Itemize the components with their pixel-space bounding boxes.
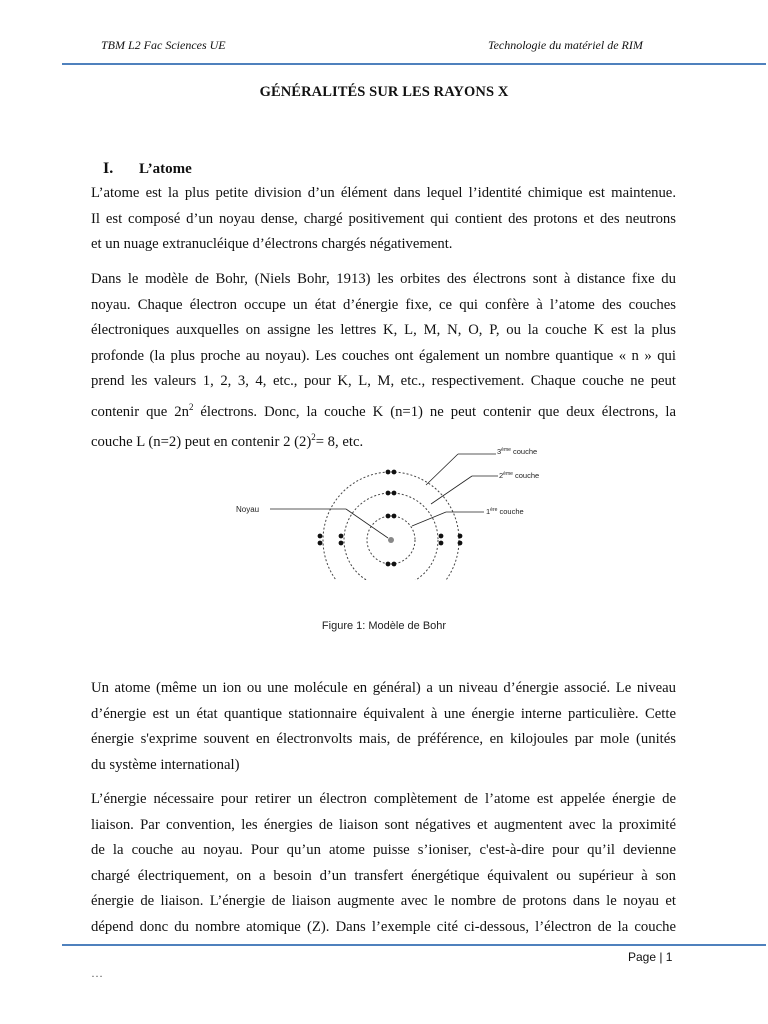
label-shell2-num: 2 bbox=[499, 471, 504, 480]
paragraph-3 bbox=[91, 676, 676, 778]
footer-ellipsis: … bbox=[91, 966, 103, 980]
paragraph-line: de la couche au noyau. Pour qu’un atome puisse s’ioniser, c'est-à-dire pour qu’il devienne bbox=[91, 842, 676, 858]
section-number: I. bbox=[103, 160, 114, 177]
paragraph-line: dépend donc du nombre atomique (Z). Dans l’exemple cité ci-dessous, l’électron de la couche bbox=[91, 918, 676, 935]
label-shell1-sup: ère bbox=[490, 507, 498, 513]
paragraph-1 bbox=[91, 181, 676, 258]
paragraph-line: Il est composé d’un noyau dense, chargé positivement qui contient des protons et des neutrons bbox=[91, 210, 676, 227]
label-shell2-sup: ème bbox=[503, 471, 513, 477]
label-noyau: Noyau bbox=[236, 505, 260, 514]
orbit-l bbox=[344, 493, 438, 580]
superscript: 2 bbox=[311, 431, 316, 442]
paragraph-line bbox=[91, 395, 676, 425]
paragraph-line: électroniques auxquelles on assigne les lettres K, L, M, N, O, P, ou la couche K est la plus bbox=[91, 322, 676, 338]
header-right: Technologie du matériel de RIM bbox=[488, 38, 643, 52]
text-run: électrons. Donc, la couche K (n=1) ne peut contenir que deux électrons, la bbox=[193, 403, 676, 420]
header-left: TBM L2 Fac Sciences UE bbox=[101, 38, 226, 52]
label-shell3 bbox=[497, 447, 537, 456]
text-run: = 8, etc. bbox=[315, 433, 364, 450]
label-shell1-num: 1 bbox=[486, 507, 491, 516]
label-shell3-num: 3 bbox=[497, 447, 502, 456]
leader-shell3 bbox=[426, 454, 458, 485]
footer-rule bbox=[62, 944, 766, 946]
label-shell1 bbox=[486, 507, 524, 516]
paragraph-line: chargé électriquement, on a besoin d’un transfert énergétique équivalent ou supérieur à son bbox=[91, 867, 676, 884]
header-rule bbox=[62, 63, 766, 65]
label-shell3-word: couche bbox=[510, 447, 538, 456]
paragraph-2 bbox=[91, 267, 676, 455]
text-run: contenir que 2n bbox=[91, 403, 189, 420]
leader-shell1 bbox=[412, 512, 446, 526]
paragraph-line: prend les valeurs 1, 2, 3, 4, etc., pour K, L, M, etc., respectivement. Chaque couche ne peut bbox=[91, 373, 676, 389]
paragraph-line: profonde (la plus proche au noyau). Les couches ont également un nombre quantique « n » qui bbox=[91, 347, 676, 364]
nucleus bbox=[388, 537, 394, 543]
paragraph-4 bbox=[91, 787, 676, 940]
electrons-l bbox=[339, 491, 444, 580]
paragraph-line: liaison. Par convention, les énergies de liaison sont négatives et augmentent avec la proximité bbox=[91, 816, 676, 833]
section-title: L’atome bbox=[139, 161, 192, 177]
paragraph-line: L’énergie nécessaire pour retirer un électron complètement de l’atome est appelée énergie de bbox=[91, 791, 676, 807]
paragraph-line: du système international) bbox=[91, 756, 240, 773]
label-shell2 bbox=[499, 471, 539, 480]
document-title: GÉNÉRALITÉS SUR LES RAYONS X bbox=[259, 84, 509, 100]
figure-caption: Figure 1: Modèle de Bohr bbox=[321, 620, 447, 632]
paragraph-line: Un atome (même un ion ou une molécule en général) a un niveau d’énergie associé. Le niveau bbox=[91, 680, 676, 696]
label-shell2-word: couche bbox=[512, 471, 540, 480]
paragraph-line: noyau. Chaque électron occupe un état d’énergie fixe, ce qui confère à l’atome des couches bbox=[91, 296, 676, 313]
paragraph-line: d’énergie est un état quantique stationnaire équivalent à une énergie interne particulière. Cette bbox=[91, 705, 676, 722]
paragraph-line: et un nuage extranucléique d’électrons chargés négativement. bbox=[91, 236, 453, 252]
page-number: Page | 1 bbox=[628, 950, 673, 964]
superscript: 2 bbox=[188, 401, 194, 412]
leader-noyau-diag bbox=[346, 509, 388, 538]
label-shell1-word: couche bbox=[497, 507, 524, 516]
paragraph-line: énergie de liaison. L’énergie de liaison augmente avec le nombre de protons dans le noyau et bbox=[91, 893, 676, 909]
label-shell3-sup: ème bbox=[501, 447, 511, 453]
section-heading bbox=[103, 160, 192, 178]
paragraph-line: L’atome est la plus petite division d’un élément dans lequel l’identité chimique est maintenue. bbox=[91, 185, 676, 201]
paragraph-line: énergie s'exprime souvent en électronvolts mais, de préférence, en kilojoules par mole (unités bbox=[91, 731, 676, 747]
text-run: couche L (n=2) peut en contenir 2 (2) bbox=[91, 433, 312, 450]
leader-shell2 bbox=[431, 476, 472, 504]
bohr-model-figure bbox=[226, 440, 546, 580]
paragraph-line: Dans le modèle de Bohr, (Niels Bohr, 1913) les orbites des électrons sont à distance fixe du bbox=[91, 271, 676, 287]
